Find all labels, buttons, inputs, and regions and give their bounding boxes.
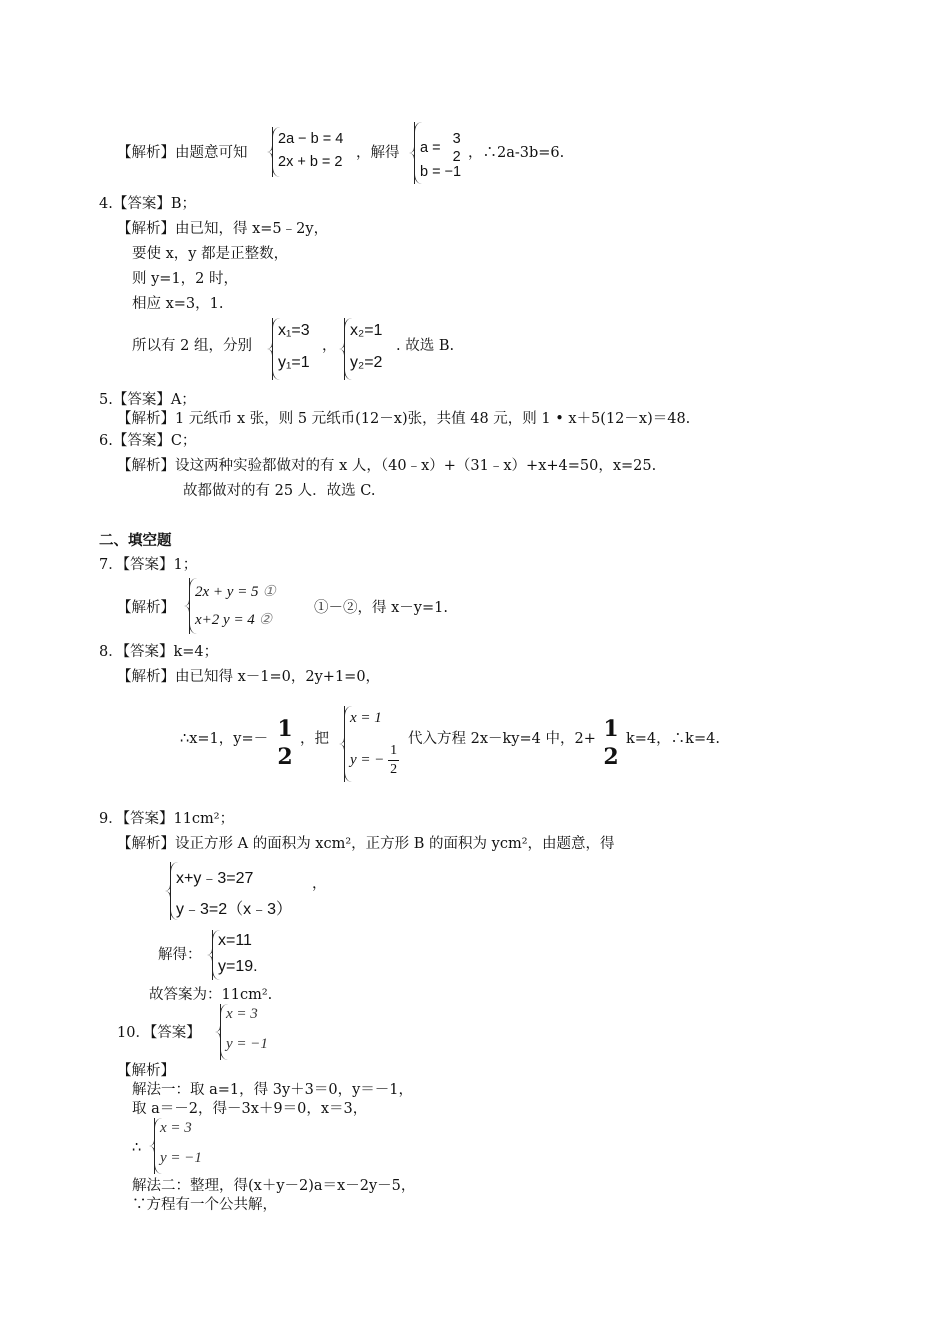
q10-line4: 解法二：整理，得(x＋y－2)a＝x－2y－5， [132, 1178, 416, 1194]
q6-line2: 故都做对的有 25 人．故选 C. [183, 483, 376, 499]
q7-eq2: x+2 y = 4 ② [195, 612, 273, 628]
q6-answer: 6.【答案】C； [99, 433, 197, 449]
q9-line1: 【解析】设正方形 A 的面积为 xcm²，正方形 B 的面积为 ycm²，由题意，得 [117, 836, 615, 852]
q10-line2: 解法一：取 a=1，得 3y＋3＝0，y＝－1， [132, 1082, 414, 1098]
q4-answer: 4.【答案】B； [99, 196, 196, 212]
q4-line1: 【解析】由已知，得 x=5﹣2y， [117, 221, 329, 237]
q9-sol-y: y=19. [218, 958, 258, 975]
q8-answer: 8．【答案】k=4； [99, 644, 219, 660]
q10-system [148, 1118, 228, 1174]
q8-p2: ，把 [300, 731, 329, 747]
q10-line5: ∵方程有一个公共解， [132, 1197, 277, 1213]
q10-answer: 10．【答案】 [117, 1025, 201, 1041]
q8-sys-y: y = − $\frac{1}{2}$ [350, 743, 398, 777]
q8-p4: k=4，∴k=4. [626, 731, 720, 747]
q7-lead: 【解析】 [117, 600, 175, 616]
q10-sys-x: x = 3 [160, 1120, 192, 1136]
q3-tail: ，∴2a-3b=6. [468, 145, 565, 161]
q4-lead: 所以有 2 组，分别 [132, 338, 252, 354]
q9-eq2: y﹣3=2（x﹣3） [176, 901, 293, 918]
q9-sol-x: x=11 [218, 932, 252, 949]
q3-system [266, 127, 366, 177]
q4-comma: ， [322, 338, 337, 354]
q8-half-1-den: 2 [277, 744, 293, 770]
q8-line1: 【解析】由已知得 x－1=0，2y+1=0， [117, 669, 381, 685]
q4-system-b [338, 318, 398, 380]
q3-eq2: 2x + b = 2 [278, 154, 343, 170]
q10-sys-y: y = −1 [160, 1150, 202, 1166]
q4-sysA-eq1: x₁=3 [278, 322, 310, 339]
q5-line1: 【解析】1 元纸币 x 张，则 5 元纸币(12－x)张，共值 48 元，则 1 • x＋5(12－x)＝48. [117, 411, 691, 427]
q3-sol-b: b = −1 [420, 164, 462, 180]
q4-sysA-eq2: y₁=1 [278, 354, 310, 371]
q10-ans-x: x = 3 [226, 1006, 258, 1022]
q7-answer: 7．【答案】1； [99, 557, 198, 573]
q4-line2: 要使 x，y 都是正整数， [132, 246, 289, 262]
q9-solve-lead: 解得： [158, 947, 202, 963]
q4-line4: 相应 x=3，1. [132, 296, 224, 312]
q3-mid: ，解得 [356, 145, 400, 161]
q7-eq1: 2x + y = 5 ① [195, 584, 276, 600]
q4-tail: . 故选 B. [396, 338, 455, 354]
q10-therefore: ∴ [132, 1140, 142, 1156]
q5-answer: 5.【答案】A； [99, 392, 196, 408]
q3-eq1: 2a − b = 4 [278, 131, 344, 147]
q9-eq1: x+y﹣3=27 [176, 870, 254, 887]
q3-sol-a: a = 3 2 [420, 131, 461, 165]
q3-sol-a-den: 2 [452, 149, 461, 165]
q7-mark2: ② [258, 612, 273, 628]
q8-half-1: 1 2 [272, 716, 298, 772]
q3-sol-a-num: 3 [452, 131, 461, 147]
q8-sys-x: x = 1 [350, 710, 382, 726]
q8-system [338, 706, 408, 782]
q6-line1: 【解析】设这两种实验都做对的有 x 人，（40﹣x）+（31﹣x）+x+4=50，x=25. [117, 458, 657, 474]
q9-answer: 9．【答案】11cm²； [99, 811, 235, 827]
q3-lead: 【解析】由题意可知 [117, 145, 248, 161]
q4-line3: 则 y=1，2 时， [132, 271, 239, 287]
q4-sysB-eq1: x₂=1 [350, 322, 383, 339]
q7-tail: ①－②，得 x－y=1. [314, 600, 448, 616]
q8-p3: 代入方程 2x－ky=4 中，2+ [408, 731, 596, 747]
q4-sysB-eq2: y₂=2 [350, 354, 383, 371]
q7-system [183, 578, 303, 634]
q9-system [164, 862, 324, 920]
section-heading: 二、填空题 [99, 532, 172, 549]
q10-ans-y: y = −1 [226, 1036, 268, 1052]
q9-solution [206, 930, 276, 980]
q4-system-a [266, 318, 326, 380]
q9-sys-tail: ， [312, 876, 327, 892]
q7-mark1: ① [262, 584, 276, 600]
q10-line3: 取 a＝－2，得－3x＋9＝0，x＝3， [132, 1101, 368, 1117]
q10-answer-system [214, 1004, 294, 1060]
q8-p1: ∴x=1，y=－ [180, 731, 269, 747]
q10-line1: 【解析】 [117, 1063, 175, 1079]
q8-half-2: 1 2 [598, 716, 624, 772]
q9-final: 故答案为：11cm². [149, 987, 273, 1003]
q8-half-2-den: 2 [603, 744, 619, 770]
